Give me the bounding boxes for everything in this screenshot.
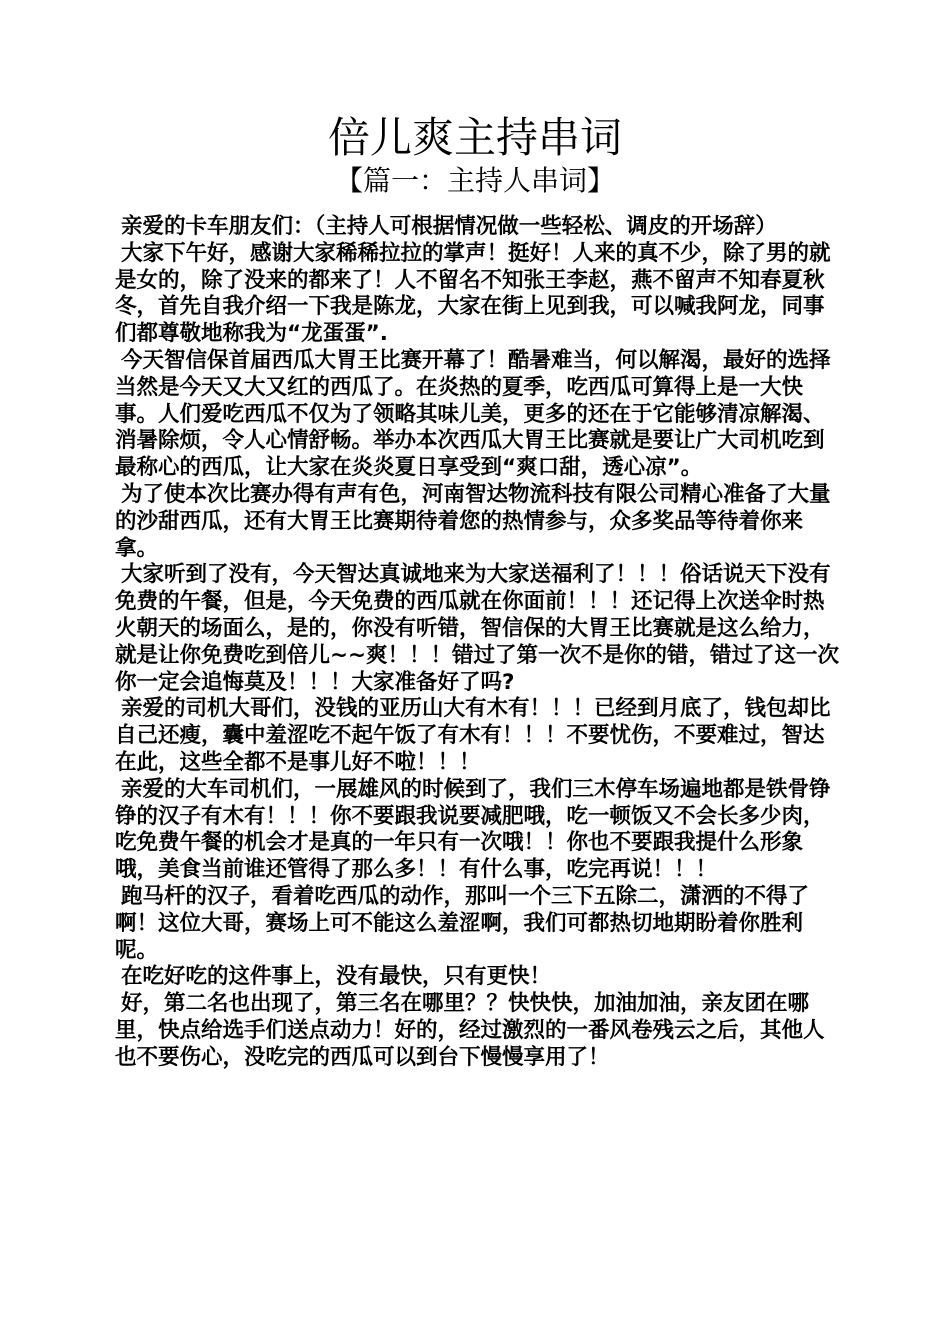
paragraph: 亲爱的卡车朋友们：（主持人可根据情况做一些轻松、调皮的开场辞） bbox=[121, 214, 777, 239]
paragraph: 亲爱的大车司机们，一展雄风的时候到了，我们三木停车场遍地都是铁骨铮铮的汉子有木有！！！你不要跟我说要减肥哦，吃一顿饭又不会长多少肉，吃免费午餐的机会才是真的一年只有一次哦！！你也不要跟我提什么形象哦，美食当前谁还管得了那么多！！有什么事，吃完再说！！！ bbox=[115, 776, 831, 883]
paragraph: 为了使本次比赛办得有声有色，河南智达物流科技有限公司精心准备了大量的沙甜西瓜，还有大胃王比赛期待着您的热情参与，众多奖品等待着你来拿。 bbox=[115, 481, 831, 561]
paragraph: 大家下午好，感谢大家稀稀拉拉的掌声！挺好！人来的真不少，除了男的就是女的，除了没来的都来了！人不留名不知张王李赵，燕不留声不知春夏秋冬，首先自我介绍一下我是陈龙，大家在街上见到我，可以喊我阿龙，同事们都尊敬地称我为“龙蛋蛋”. bbox=[115, 240, 831, 347]
paragraph: 在吃好吃的这件事上，没有最快，只有更快！ bbox=[121, 964, 552, 990]
paragraph: 跑马杆的汉子，看着吃西瓜的动作，那叫一个三下五除二，潇洒的不得了啊！这位大哥，赛场上可不能这么羞涩啊，我们可都热切地期盼着你胜利呢。 bbox=[115, 883, 810, 963]
paragraph: 亲爱的司机大哥们，没钱的亚历山大有木有！！！已经到月底了，钱包却比自己还瘦，囊中羞涩吃不起午饭了有木有！！！不要忧伤，不要难过，智达在此，这些全都不是事儿好不啦！！！ bbox=[115, 696, 831, 775]
document-body bbox=[115, 214, 840, 1072]
paragraph: 好，第二名也出现了，第三名在哪里？？快快快，加油加油，亲友团在哪里，快点给选手们送点动力！好的，经过激烈的一番风卷残云之后，其他人也不要伤心，没吃完的西瓜可以到台下慢慢享用了！ bbox=[115, 991, 825, 1070]
document-title: 倍儿爽主持串词 bbox=[327, 113, 622, 162]
paragraph: 大家听到了没有，今天智达真诚地来为大家送福利了！！！俗话说天下没有免费的午餐，但是，今天免费的西瓜就在你面前！！！还记得上次送伞时热火朝天的场面么，是的，你没有听错，智信保的大胃王比赛就是这么给力，就是让你免费吃到倍儿~~爽！！！错过了第一次不是你的错，错过了这一次你一定会追悔莫及！！！大家准备好了吗? bbox=[115, 562, 840, 695]
paragraph: 今天智信保首届西瓜大胃王比赛开幕了！酷暑难当，何以解渴，最好的选择当然是今天又大又红的西瓜了。在炎热的夏季，吃西瓜可算得上是一大快事。人们爱吃西瓜不仅为了领略其味儿美，更多的还在于它能够清凉解渴、消暑除烦，令人心情舒畅。举办本次西瓜大胃王比赛就是要让广大司机吃到最称心的西瓜，让大家在炎炎夏日享受到“爽口甜，透心凉”。 bbox=[115, 347, 831, 481]
document-subtitle: 【篇一：主持人串词】 bbox=[334, 164, 615, 197]
